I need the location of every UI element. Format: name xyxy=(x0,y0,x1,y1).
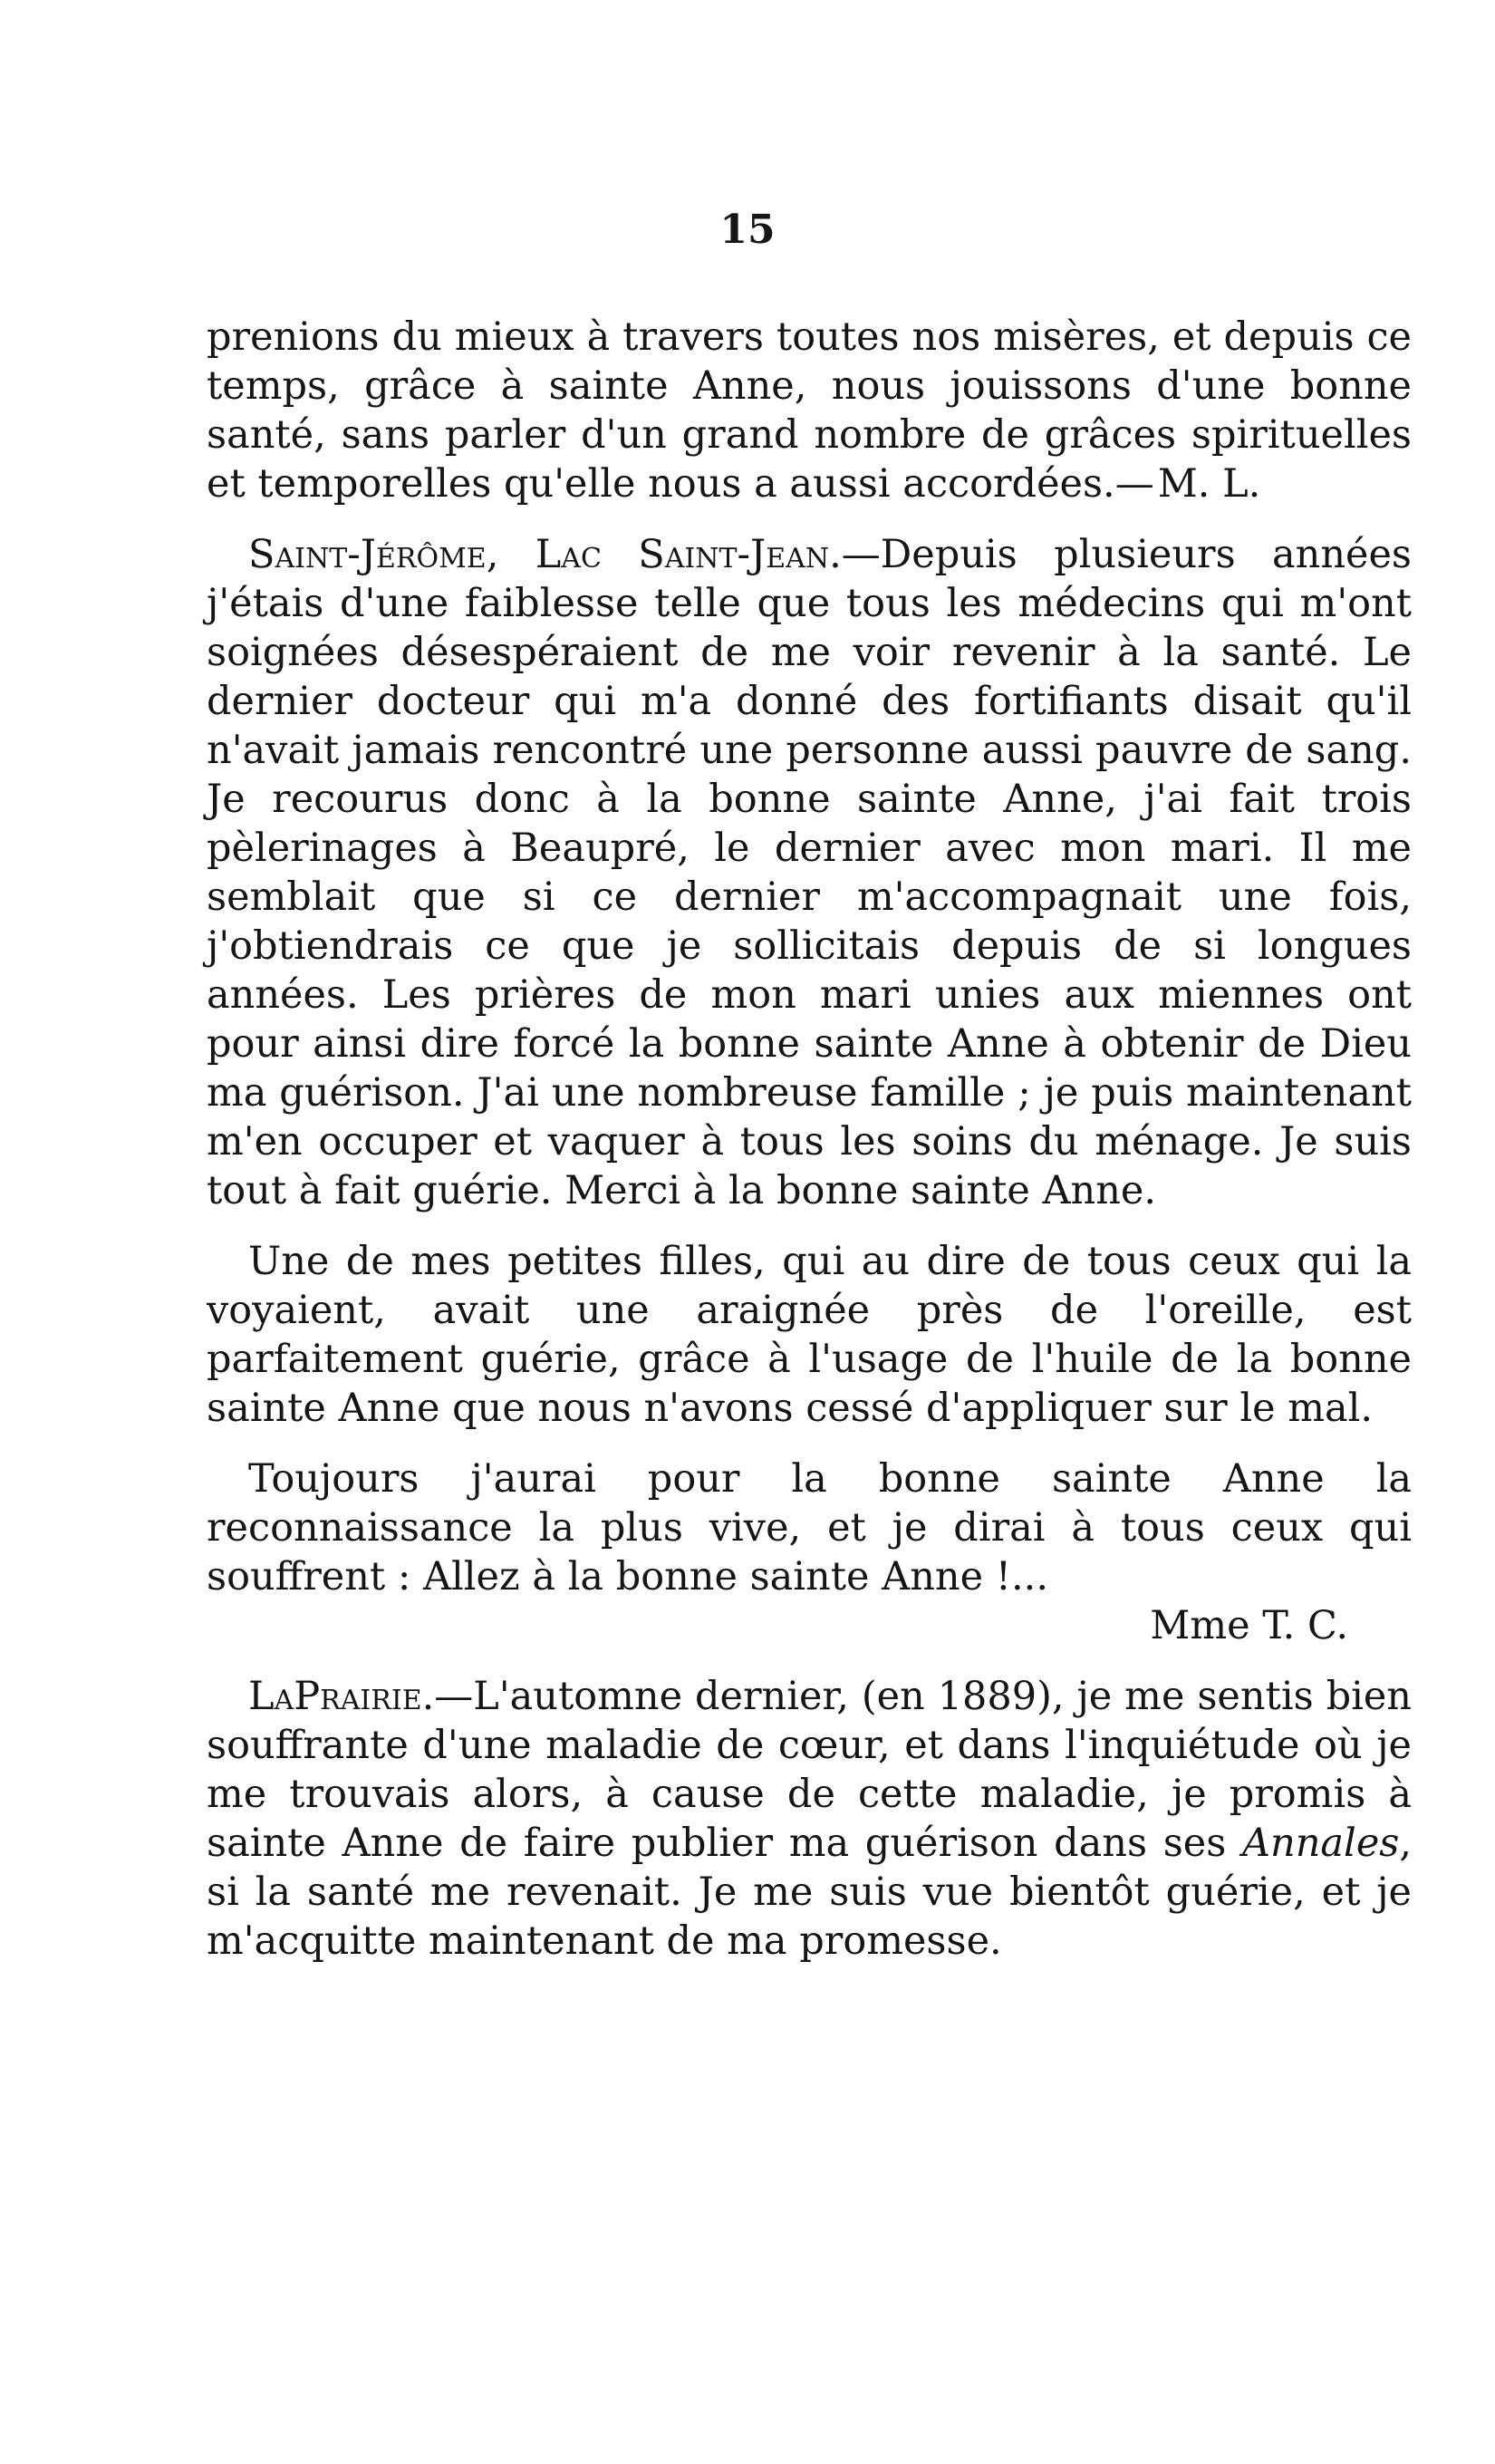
paragraph-5 xyxy=(207,1672,1412,1966)
paragraph-5-italic: Annales xyxy=(1241,1821,1400,1866)
paragraph-1 xyxy=(207,313,1412,508)
paragraph-1-signature: M. L. xyxy=(1157,461,1261,507)
page-body xyxy=(207,313,1412,1987)
paragraph-4 xyxy=(207,1454,1412,1650)
paragraph-3 xyxy=(207,1237,1412,1433)
paragraph-5-text-before: —L'automne dernier, (en 1889), je me sentis bien souffrante d'une maladie de cœur, et dans l'inquiétude où je me trouvais alors, à cause de cette maladie, je promis à sainte Anne de faire publier ma guérison dans ses xyxy=(207,1674,1412,1866)
paragraph-5-text-after: , si la santé me revenait. Je me suis vue bientôt guérie, et je m'acquitte maintenant de ma promesse. xyxy=(207,1821,1412,1964)
paragraph-3-text: Une de mes petites filles, qui au dire de tous ceux qui la voyaient, avait une araignée près de l'oreille, est parfaitement guérie, grâce à l'usage de l'huile de la bonne sainte Anne que nous n'avons cessé d'appliquer sur le mal. xyxy=(207,1239,1412,1431)
paragraph-4-signature: Mme T. C. xyxy=(1150,1603,1348,1648)
paragraph-4-text: Toujours j'aurai pour la bonne sainte Anne la reconnaissance la plus vive, et je dirai à tous ceux qui souffrent : Allez à la bonne sainte Anne !... xyxy=(207,1456,1412,1599)
paragraph-5-place: LaPrairie. xyxy=(248,1674,435,1719)
paragraph-2-place: Saint-Jérôme, Lac Saint-Jean. xyxy=(248,532,842,577)
paragraph-2-text: —Depuis plusieurs années j'étais d'une faiblesse telle que tous les médecins qui m'ont soignées désespéraient de me voir revenir à la santé. Le dernier docteur qui m'a donné des fortifiants disait qu'il n'avait jamais rencontré une personne aussi pauvre de sang. Je recourus donc à la bonne sainte Anne, j'ai fait trois pèlerinages à Beaupré, le dernier avec mon mari. Il me semblait que si ce dernier m'accompagnait une fois, j'obtiendrais ce que je sollicitais depuis de si longues années. Les prières de mon mari unies aux miennes ont pour ainsi dire forcé la bonne sainte Anne à obtenir de Dieu ma guérison. J'ai une nombreuse famille ; je puis maintenant m'en occuper et vaquer à tous les soins du ménage. Je suis tout à fait guérie. Merci à la bonne sainte Anne. xyxy=(207,532,1412,1213)
paragraph-1-text: prenions du mieux à travers toutes nos misères, et depuis ce temps, grâce à sainte Anne, nous jouissons d'une bonne santé, sans parler d'un grand nombre de grâces spirituelles et temporelles qu'elle nous a aussi accordées.— xyxy=(207,314,1412,507)
page-number: 15 xyxy=(719,207,776,253)
paragraph-2 xyxy=(207,530,1412,1215)
